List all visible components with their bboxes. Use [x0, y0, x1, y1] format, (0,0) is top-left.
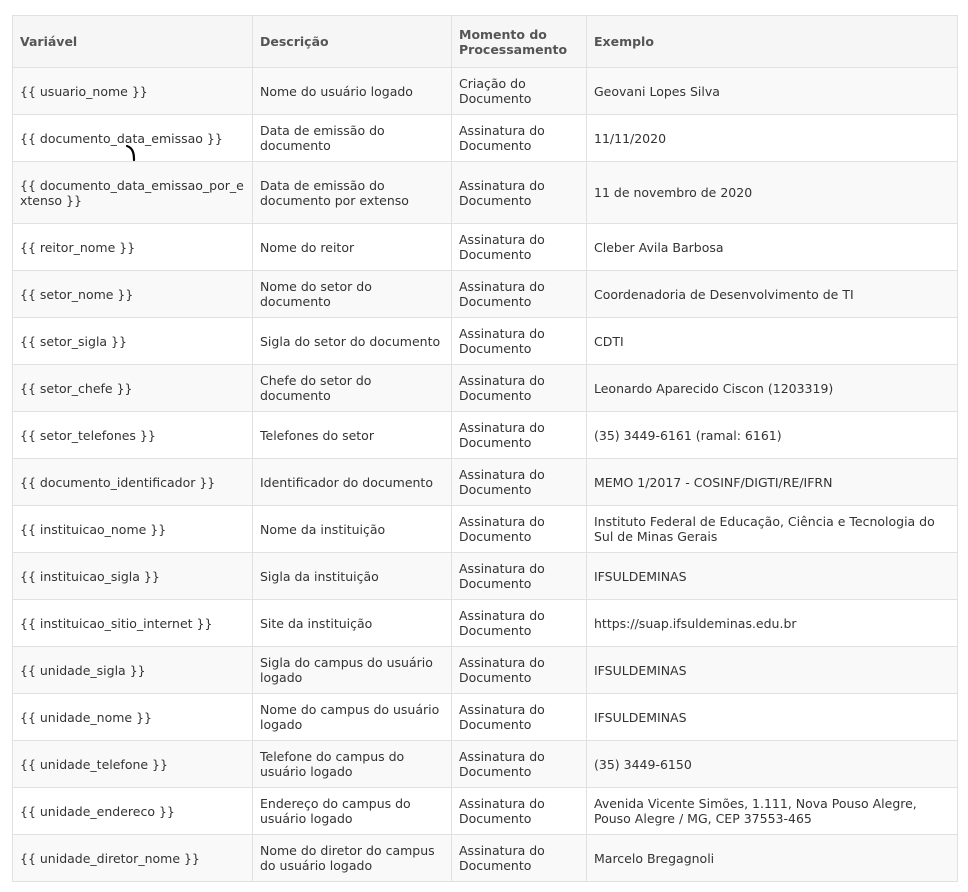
- cell-exemplo: 11 de novembro de 2020: [587, 162, 958, 224]
- cell-variavel: {{ unidade_telefone }}: [13, 741, 253, 788]
- cell-descricao: Nome do reitor: [253, 224, 452, 271]
- cell-exemplo: Leonardo Aparecido Ciscon (1203319): [587, 365, 958, 412]
- cell-descricao: Nome do diretor do campus do usuário logado: [253, 835, 452, 882]
- table-row: [13, 68, 958, 115]
- cell-exemplo: Cleber Avila Barbosa: [587, 224, 958, 271]
- cell-exemplo: https://suap.ifsuldeminas.edu.br: [587, 600, 958, 647]
- cell-descricao: Chefe do setor do documento: [253, 365, 452, 412]
- cell-variavel: {{ instituicao_sitio_internet }}: [13, 600, 253, 647]
- cell-descricao: Sigla do setor do documento: [253, 318, 452, 365]
- table-row: [13, 318, 958, 365]
- cell-variavel: {{ unidade_endereco }}: [13, 788, 253, 835]
- cell-variavel: {{ unidade_sigla }}: [13, 647, 253, 694]
- table-row: [13, 224, 958, 271]
- table-row: [13, 741, 958, 788]
- table-row: [13, 506, 958, 553]
- cell-descricao: Site da instituição: [253, 600, 452, 647]
- table-row: [13, 647, 958, 694]
- cell-exemplo: (35) 3449-6150: [587, 741, 958, 788]
- cell-momento: Assinatura do Documento: [452, 553, 587, 600]
- cell-descricao: Data de emissão do documento por extenso: [253, 162, 452, 224]
- table-row: [13, 459, 958, 506]
- cell-exemplo: Geovani Lopes Silva: [587, 68, 958, 115]
- cell-exemplo: MEMO 1/2017 - COSINF/DIGTI/RE/IFRN: [587, 459, 958, 506]
- table-header: [13, 16, 958, 68]
- cell-descricao: Nome do usuário logado: [253, 68, 452, 115]
- cell-exemplo: Instituto Federal de Educação, Ciência e Tecnologia do Sul de Minas Gerais: [587, 506, 958, 553]
- table-row: [13, 600, 958, 647]
- cell-variavel: {{ reitor_nome }}: [13, 224, 253, 271]
- cell-momento: Assinatura do Documento: [452, 741, 587, 788]
- cell-descricao: Telefone do campus do usuário logado: [253, 741, 452, 788]
- cell-exemplo: Avenida Vicente Simões, 1.111, Nova Pouso Alegre, Pouso Alegre / MG, CEP 37553-465: [587, 788, 958, 835]
- cell-variavel: {{ setor_telefones }}: [13, 412, 253, 459]
- cell-descricao: Identificador do documento: [253, 459, 452, 506]
- cell-variavel: {{ setor_nome }}: [13, 271, 253, 318]
- cell-descricao: Data de emissão do documento: [253, 115, 452, 162]
- cell-variavel: {{ instituicao_sigla }}: [13, 553, 253, 600]
- cell-descricao: Telefones do setor: [253, 412, 452, 459]
- cell-momento: Assinatura do Documento: [452, 835, 587, 882]
- cell-momento: Assinatura do Documento: [452, 318, 587, 365]
- cell-exemplo: (35) 3449-6161 (ramal: 6161): [587, 412, 958, 459]
- cell-variavel: {{ usuario_nome }}: [13, 68, 253, 115]
- table-row: [13, 162, 958, 224]
- cell-momento: Assinatura do Documento: [452, 271, 587, 318]
- table-row: [13, 365, 958, 412]
- table-row: [13, 412, 958, 459]
- table-row: [13, 115, 958, 162]
- cell-exemplo: IFSULDEMINAS: [587, 647, 958, 694]
- cell-variavel: {{ documento_data_emissao }}: [13, 115, 253, 162]
- table-row: [13, 694, 958, 741]
- cell-exemplo: IFSULDEMINAS: [587, 553, 958, 600]
- table-row: [13, 271, 958, 318]
- header-row: [13, 16, 958, 68]
- cell-momento: Assinatura do Documento: [452, 115, 587, 162]
- cell-descricao: Sigla do campus do usuário logado: [253, 647, 452, 694]
- cell-exemplo: 11/11/2020: [587, 115, 958, 162]
- cell-variavel: {{ documento_data_emissao_por_extenso }}: [13, 162, 253, 224]
- variables-table: [12, 15, 958, 882]
- cell-descricao: Nome da instituição: [253, 506, 452, 553]
- cell-momento: Assinatura do Documento: [452, 365, 587, 412]
- cell-variavel: {{ unidade_diretor_nome }}: [13, 835, 253, 882]
- cell-momento: Assinatura do Documento: [452, 647, 587, 694]
- table-row: [13, 788, 958, 835]
- cell-exemplo: CDTI: [587, 318, 958, 365]
- cell-momento: Assinatura do Documento: [452, 788, 587, 835]
- cell-momento: Assinatura do Documento: [452, 694, 587, 741]
- cell-momento: Assinatura do Documento: [452, 459, 587, 506]
- cell-variavel: {{ unidade_nome }}: [13, 694, 253, 741]
- header-descricao[interactable]: Descrição: [253, 16, 452, 68]
- cell-exemplo: Coordenadoria de Desenvolvimento de TI: [587, 271, 958, 318]
- cell-variavel: {{ documento_identificador }}: [13, 459, 253, 506]
- header-exemplo[interactable]: Exemplo: [587, 16, 958, 68]
- cell-momento: Assinatura do Documento: [452, 224, 587, 271]
- variables-table-container: [12, 15, 957, 882]
- cell-momento: Criação do Documento: [452, 68, 587, 115]
- cell-variavel: {{ setor_chefe }}: [13, 365, 253, 412]
- cell-descricao: Nome do setor do documento: [253, 271, 452, 318]
- header-variavel[interactable]: Variável: [13, 16, 253, 68]
- cell-exemplo: IFSULDEMINAS: [587, 694, 958, 741]
- header-momento[interactable]: Momento do Processamento: [452, 16, 587, 68]
- cell-descricao: Endereço do campus do usuário logado: [253, 788, 452, 835]
- cell-descricao: Sigla da instituição: [253, 553, 452, 600]
- cell-variavel: {{ setor_sigla }}: [13, 318, 253, 365]
- cell-momento: Assinatura do Documento: [452, 412, 587, 459]
- cell-variavel: {{ instituicao_nome }}: [13, 506, 253, 553]
- table-row: [13, 835, 958, 882]
- cell-descricao: Nome do campus do usuário logado: [253, 694, 452, 741]
- cell-momento: Assinatura do Documento: [452, 600, 587, 647]
- cell-momento: Assinatura do Documento: [452, 162, 587, 224]
- table-row: [13, 553, 958, 600]
- cell-momento: Assinatura do Documento: [452, 506, 587, 553]
- table-body: [13, 68, 958, 882]
- cell-exemplo: Marcelo Bregagnoli: [587, 835, 958, 882]
